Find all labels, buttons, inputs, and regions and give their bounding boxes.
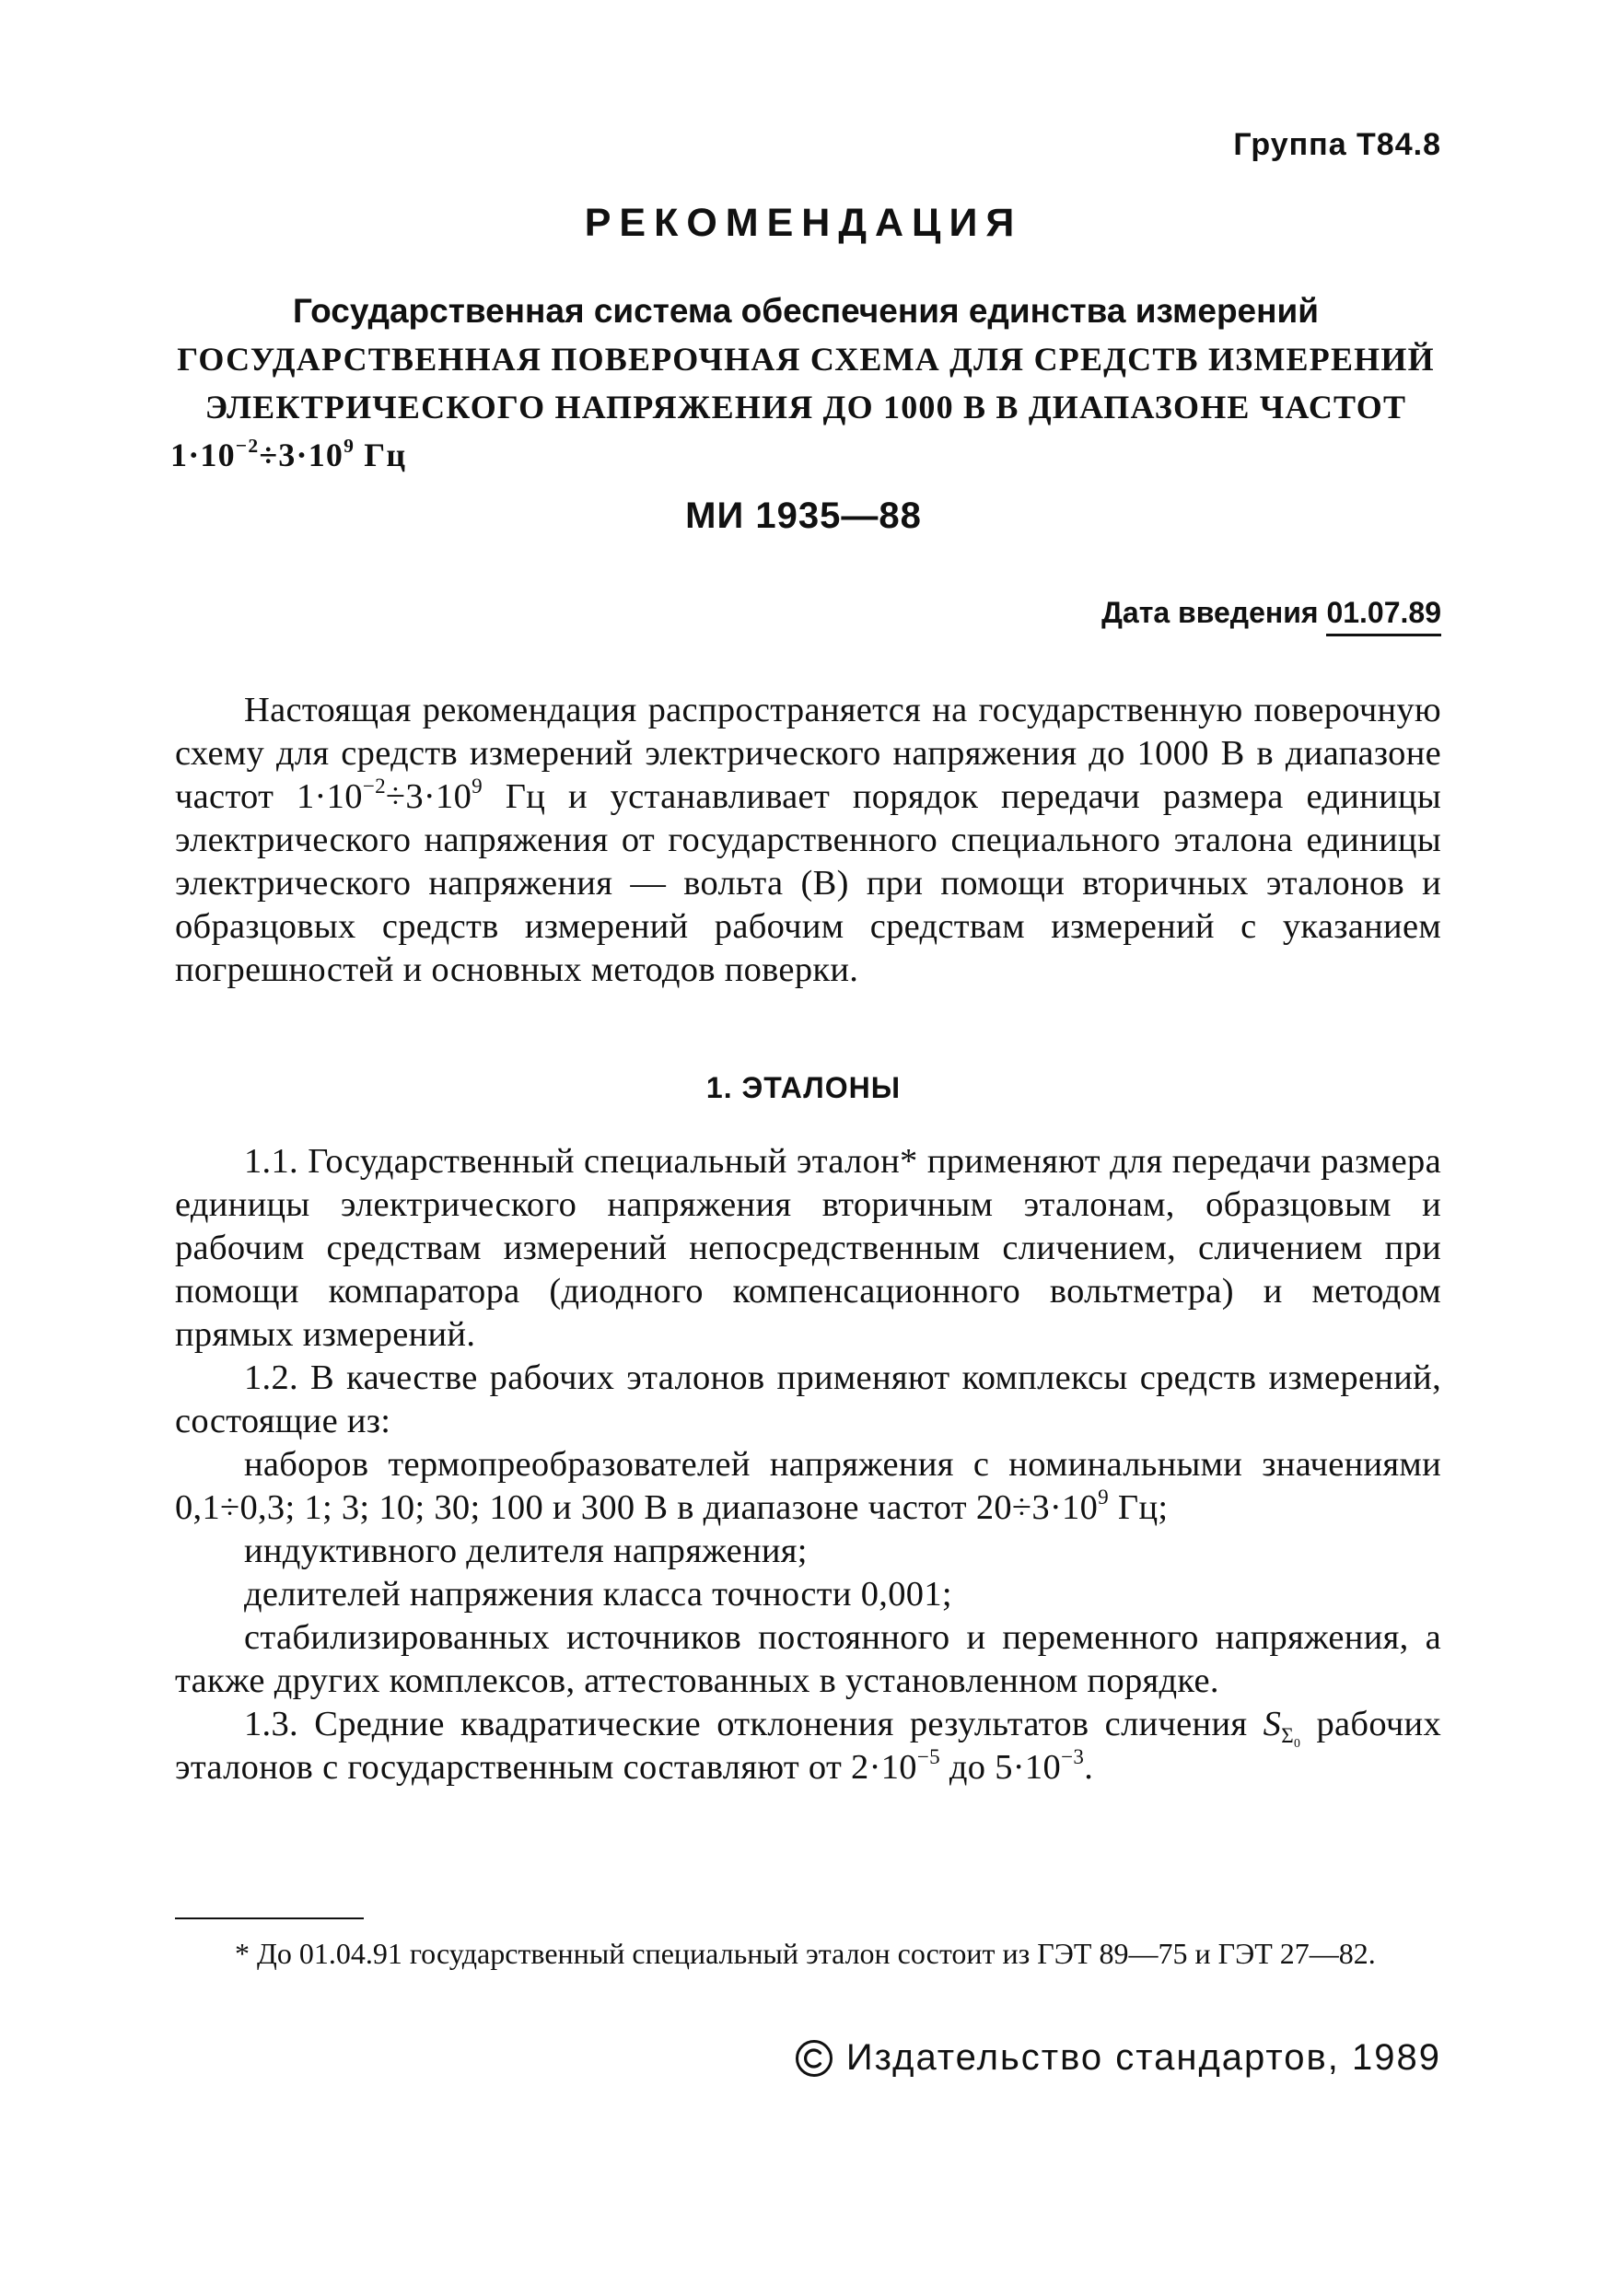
intro-date-label: Дата введения [1101, 596, 1327, 629]
clause-1-3-text-d: . [1084, 1748, 1094, 1787]
scheme-title-line-2: ЭЛЕКТРИЧЕСКОГО НАПРЯЖЕНИЯ ДО 1000 В В ДИАПАЗОНЕ ЧАСТОТ [204, 389, 1407, 425]
document-code: МИ 1935—88 [685, 495, 922, 536]
system-title: Государственная система обеспечения единства измерений [293, 292, 1319, 330]
list-item-1-text-a: наборов термопреобразователей напряжения с номинальными значениями 0,1÷0,3; 1; 3; 10; 30; 100 и 300 В в диапазоне частот 20÷3·10 [175, 1445, 1441, 1527]
clause-1-2: 1.2. В качестве рабочих эталонов применяют комплексы средств измерений, состоящие из: [175, 1358, 1441, 1440]
scheme-title-line-1: ГОСУДАРСТВЕННАЯ ПОВЕРОЧНАЯ СХЕМА ДЛЯ СРЕДСТВ ИЗМЕРЕНИЙ [177, 341, 1435, 378]
clause-1-3 [175, 1703, 1441, 1789]
clause-1-3-subsub: 0 [1293, 1735, 1301, 1750]
scheme-title-line-3 [170, 431, 1441, 479]
freq-range-unit: Гц [355, 437, 407, 473]
intro-paragraph-block [175, 689, 1441, 992]
clause-1-3-sub: Σ [1281, 1723, 1294, 1748]
freq-range-a-exp: −2 [235, 434, 260, 457]
intro-text-a: Настоящая рекомендация распространяется на государственную поверочную схему для средств измерений электрического напряжения до 1000 В в диапазоне частот 1·10 [175, 691, 1441, 816]
intro-text-b: ÷3·10 [385, 777, 472, 816]
list-item-1-exp: 9 [1098, 1484, 1109, 1509]
intro-date-value: 01.07.89 [1326, 596, 1441, 636]
clause-1-3-text-c: до 5·10 [939, 1748, 1062, 1787]
scheme-title [170, 335, 1441, 479]
clause-1-3-symbol: S [1263, 1705, 1282, 1743]
title-block [170, 287, 1441, 479]
clause-1-3-subscript [1281, 1723, 1301, 1750]
intro-paragraph [175, 689, 1441, 992]
clause-1-1: 1.1. Государственный специальный эталон* применяют для передачи размера единицы электрического напряжения вторичным эталонам, образцовым и рабочим средствам измерений непосредственным сличением, сличением при помощи компаратора (диодного компенсационного вольтметра) и методом прямых измерений. [175, 1142, 1441, 1354]
publisher-text: Издательство стандартов, 1989 [845, 2037, 1441, 2078]
clause-1-3-exp-1: −5 [916, 1743, 940, 1768]
clause-1-3-text-a: 1.3. Средние квадратические отклонения результатов сличения [244, 1705, 1263, 1743]
list-item-1-text-b: Гц; [1109, 1488, 1169, 1527]
publisher-line [795, 2037, 1441, 2079]
freq-range-sep: ÷3·10 [259, 437, 344, 473]
list-item-1 [175, 1443, 1441, 1530]
footnote-divider [175, 1917, 364, 1919]
clause-1-3-text-b: рабочих эталонов с государственным составляют от 2·10 [175, 1705, 1441, 1787]
freq-range-a: 1·10 [170, 437, 236, 473]
section-body [175, 1140, 1441, 1789]
footnote: * До 01.04.91 государственный специальный эталон состоит из ГЭТ 89—75 и ГЭТ 27—82. [235, 1937, 1376, 1970]
freq-range-b-exp: 9 [344, 434, 355, 457]
group-code: Группа Т84.8 [1233, 127, 1441, 162]
intro-text-c: Гц и устанавливает порядок передачи размера единицы электрического напряжения от государственного специального эталона единицы электрического напряжения — вольта (В) при помощи вторичных эталонов и образцовых средств измерений рабочим средствам измерений с указанием погрешностей и основных методов поверки. [175, 777, 1441, 989]
list-item-2: индуктивного делителя напряжения; [244, 1532, 808, 1570]
document-type: РЕКОМЕНДАЦИЯ [584, 201, 1023, 245]
list-item-4: стабилизированных источников постоянного и переменного напряжения, а также других комплексов, аттестованных в установленном порядке. [175, 1618, 1441, 1700]
copyright-icon [795, 2039, 833, 2078]
section-heading: 1. ЭТАЛОНЫ [705, 1071, 902, 1104]
clause-1-3-exp-2: −3 [1061, 1743, 1085, 1768]
list-item-3: делителей напряжения класса точности 0,001; [244, 1575, 952, 1614]
intro-exp-1: −2 [362, 773, 386, 798]
intro-exp-2: 9 [472, 773, 483, 798]
intro-date [1101, 596, 1441, 636]
